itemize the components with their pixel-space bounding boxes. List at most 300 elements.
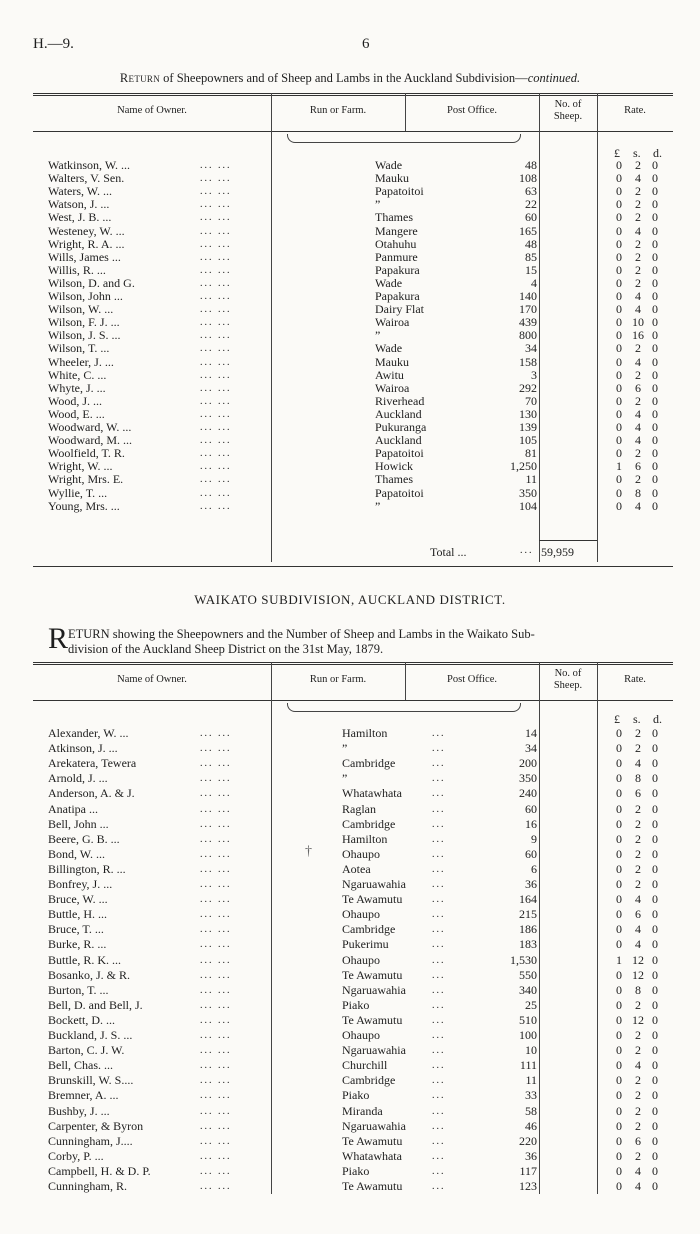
rate-shillings: 2 xyxy=(635,446,641,461)
run-or-farm: Whatawhata xyxy=(342,786,402,801)
sheep-count: 130 xyxy=(519,406,537,421)
post-office-dots: ... xyxy=(432,894,446,906)
rate-shillings: 4 xyxy=(635,922,641,937)
rate-pence: 0 xyxy=(652,236,658,251)
leader-dots: ... ... xyxy=(200,984,232,996)
sheep-count: 111 xyxy=(519,1058,537,1073)
rate-pounds: 0 xyxy=(616,907,622,922)
shilling-unit: s. xyxy=(633,712,641,726)
run-or-farm: Papakura xyxy=(375,262,420,277)
rate-pounds: 0 xyxy=(616,1028,622,1042)
run-post-brace xyxy=(287,134,521,143)
total-value: 59,959 xyxy=(541,545,574,559)
leader-dots: ... ... xyxy=(200,728,232,739)
rate-pence: 0 xyxy=(652,726,658,740)
rate-pounds: 0 xyxy=(616,1118,622,1133)
post-office-dots: ... xyxy=(432,833,446,845)
owner-name: Wright, Mrs. E. xyxy=(48,472,124,487)
rate-shillings: 8 xyxy=(635,982,641,997)
run-or-farm: Te Awamutu xyxy=(342,1133,403,1148)
leader-dots: ... ... xyxy=(200,487,232,499)
sheep-count: 85 xyxy=(525,249,537,264)
run-or-farm: Ngaruawahia xyxy=(342,1043,406,1058)
table-row xyxy=(0,303,700,316)
rate-pounds: 0 xyxy=(616,1058,622,1073)
rate-shillings: 16 xyxy=(632,328,644,343)
leader-dots: ... ... xyxy=(200,848,232,860)
rate-pence: 0 xyxy=(652,982,658,997)
table-row xyxy=(0,1165,700,1178)
sheep-count: 25 xyxy=(525,997,537,1012)
rate-pence: 0 xyxy=(652,289,658,303)
rate-pounds: 0 xyxy=(616,1163,622,1178)
rate-pence: 0 xyxy=(652,1179,658,1193)
owner-name: Wilson, J. S. ... xyxy=(48,328,121,343)
rate-shillings: 4 xyxy=(635,1179,641,1193)
pence-unit: d. xyxy=(653,146,662,160)
table-row xyxy=(0,1105,700,1118)
table-row xyxy=(0,757,700,770)
run-or-farm: Piako xyxy=(342,1163,370,1178)
run-or-farm: Te Awamutu xyxy=(342,967,403,982)
rate-pounds: 0 xyxy=(616,158,622,172)
table-row xyxy=(0,954,700,967)
owner-name: Bell, Chas. ... xyxy=(48,1058,113,1073)
rate-pence: 0 xyxy=(652,861,658,876)
sheep-count: 220 xyxy=(519,1133,537,1148)
rate-pounds: 0 xyxy=(616,846,622,861)
rate-pence: 0 xyxy=(652,937,658,952)
leader-dots: ... ... xyxy=(200,1165,232,1177)
sheep-count: 350 xyxy=(519,485,537,500)
rate-shillings: 2 xyxy=(635,158,641,172)
rate-shillings: 6 xyxy=(635,380,641,395)
post-office-dots: ... xyxy=(432,1120,446,1132)
rate-pounds: 0 xyxy=(616,771,622,786)
sheep-count: 36 xyxy=(525,1148,537,1163)
sheep-count: 183 xyxy=(519,937,537,952)
run-or-farm: Pukuranga xyxy=(375,420,427,434)
owner-name: Wilson, T. ... xyxy=(48,341,110,356)
rate-shillings: 6 xyxy=(635,1133,641,1148)
rate-shillings: 4 xyxy=(635,420,641,434)
rate-pence: 0 xyxy=(652,275,658,290)
table-row xyxy=(0,1089,700,1102)
run-or-farm: Cambridge xyxy=(342,816,396,831)
table-row xyxy=(0,1044,700,1057)
owner-name: Whyte, J. ... xyxy=(48,380,106,395)
rate-shillings: 4 xyxy=(635,302,641,317)
rate-shillings: 12 xyxy=(632,967,644,982)
rate-shillings: 12 xyxy=(632,1012,644,1027)
post-office-dots: ... xyxy=(432,1150,446,1162)
post-office-dots: ... xyxy=(432,803,446,815)
rate-shillings: 2 xyxy=(635,1148,641,1163)
sheep-count: 14 xyxy=(525,726,537,740)
sheep-count: 140 xyxy=(519,289,537,303)
sheep-count: 60 xyxy=(525,210,537,225)
run-or-farm: Hamilton xyxy=(342,831,388,846)
rate-pounds: 0 xyxy=(616,420,622,434)
sheep-count: 139 xyxy=(519,420,537,434)
rate-pence: 0 xyxy=(652,907,658,922)
rate-shillings: 2 xyxy=(635,262,641,277)
owner-name: Arekatera, Tewera xyxy=(48,756,137,771)
run-or-farm: Howick xyxy=(375,459,413,474)
post-office-dots: ... xyxy=(432,758,446,770)
rate-pounds: 0 xyxy=(616,741,622,756)
run-or-farm: Ohaupo xyxy=(342,1028,380,1042)
sheep-count: 510 xyxy=(519,1012,537,1027)
run-or-farm: Wade xyxy=(375,275,403,290)
owner-name: Bruce, W. ... xyxy=(48,892,108,907)
owner-name: Burton, T. ... xyxy=(48,982,109,997)
table-row xyxy=(0,395,700,408)
rate-pence: 0 xyxy=(652,892,658,907)
rate-shillings: 6 xyxy=(635,459,641,474)
run-or-farm: Papatoitoi xyxy=(375,446,424,461)
sheep-count: 1,250 xyxy=(510,459,537,474)
leader-dots: ... ... xyxy=(200,160,232,171)
sheep-count: 4 xyxy=(531,275,537,290)
header-no-of: No. of xyxy=(554,668,582,679)
run-or-farm: Whatawhata xyxy=(342,1148,402,1163)
run-or-farm: Dairy Flat xyxy=(375,302,424,317)
owner-name: Cunningham, R. xyxy=(48,1179,128,1193)
owner-name: Wood, E. ... xyxy=(48,406,105,421)
run-or-farm: Te Awamutu xyxy=(342,1012,403,1027)
rate-shillings: 2 xyxy=(635,236,641,251)
owner-name: Wilson, John ... xyxy=(48,289,123,303)
leader-dots: ... ... xyxy=(200,999,232,1011)
sheep-count: 70 xyxy=(525,393,537,408)
table-row xyxy=(0,316,700,329)
run-or-farm: ” xyxy=(342,771,348,786)
rate-shillings: 4 xyxy=(635,937,641,952)
sheep-count: 158 xyxy=(519,354,537,369)
header-sheep: Sheep. xyxy=(553,111,583,122)
leader-dots: ... ... xyxy=(200,408,232,420)
rate-pounds: 0 xyxy=(616,861,622,876)
rate-shillings: 2 xyxy=(635,249,641,264)
rate-shillings: 4 xyxy=(635,1163,641,1178)
table-row xyxy=(0,999,700,1012)
rate-shillings: 2 xyxy=(635,210,641,225)
rate-pounds: 0 xyxy=(616,236,622,251)
leader-dots: ... ... xyxy=(200,773,232,785)
run-or-farm: Papakura xyxy=(375,289,420,303)
sheep-count: 186 xyxy=(519,922,537,937)
run-or-farm: Ohaupo xyxy=(342,952,380,967)
run-or-farm: Riverhead xyxy=(375,393,425,408)
rate-pounds: 0 xyxy=(616,1043,622,1058)
owner-name: Arnold, J. ... xyxy=(48,771,108,786)
table-row xyxy=(0,818,700,831)
rate-pence: 0 xyxy=(652,302,658,317)
caption-main: of Sheepowners and of Sheep and Lambs in the Auckland Subdivision— xyxy=(163,71,528,85)
run-or-farm: Auckland xyxy=(375,433,422,448)
run-or-farm: Wairoa xyxy=(375,380,410,395)
owner-name: Woodward, W. ... xyxy=(48,420,132,434)
sheep-count: 63 xyxy=(525,184,537,199)
total-label: Total ... xyxy=(430,545,467,559)
sheep-count: 10 xyxy=(525,1043,537,1058)
rate-pence: 0 xyxy=(652,741,658,756)
leader-dots: ... ... xyxy=(200,369,232,381)
owner-name: Buckland, J. S. ... xyxy=(48,1028,133,1042)
header-top-rule xyxy=(33,93,673,94)
table-row xyxy=(0,908,700,921)
post-office-dots: ... xyxy=(432,863,446,875)
owner-name: West, J. B. ... xyxy=(48,210,112,225)
rate-pence: 0 xyxy=(652,367,658,382)
run-or-farm: Te Awamutu xyxy=(342,892,403,907)
leader-dots: ... ... xyxy=(200,173,232,185)
rate-shillings: 2 xyxy=(635,472,641,487)
rate-pounds: 0 xyxy=(616,275,622,290)
rate-pence: 0 xyxy=(652,831,658,846)
rate-shillings: 4 xyxy=(635,354,641,369)
header-sheep: Sheep. xyxy=(553,680,583,691)
rate-pence: 0 xyxy=(652,223,658,238)
rate-shillings: 4 xyxy=(635,406,641,421)
rate-pounds: 0 xyxy=(616,982,622,997)
owner-name: Anderson, A. & J. xyxy=(48,786,135,801)
owner-name: Young, Mrs. ... xyxy=(48,498,120,513)
run-or-farm: Cambridge xyxy=(342,1073,396,1088)
run-or-farm: Auckland xyxy=(375,406,422,421)
run-or-farm: Ngaruawahia xyxy=(342,1118,406,1133)
rate-pounds: 0 xyxy=(616,367,622,382)
owner-name: Wright, R. A. ... xyxy=(48,236,125,251)
leader-dots: ... ... xyxy=(200,909,232,921)
table-row xyxy=(0,342,700,355)
rate-shillings: 4 xyxy=(635,1058,641,1073)
rate-pence: 0 xyxy=(652,498,658,513)
rate-pounds: 0 xyxy=(616,406,622,421)
rate-shillings: 2 xyxy=(635,1043,641,1058)
table-row xyxy=(0,787,700,800)
owner-name: Beere, G. B. ... xyxy=(48,831,120,846)
table-row xyxy=(0,969,700,982)
rate-pence: 0 xyxy=(652,846,658,861)
sheep-count: 16 xyxy=(525,816,537,831)
sheep-count: 439 xyxy=(519,315,537,330)
table-row xyxy=(0,1180,700,1193)
post-office-dots: ... xyxy=(432,1090,446,1102)
rate-pence: 0 xyxy=(652,446,658,461)
intro-dropcap: R xyxy=(48,622,69,655)
sheep-count: 292 xyxy=(519,380,537,395)
owner-name: Wyllie, T. ... xyxy=(48,485,108,500)
header-name-of-owner: Name of Owner. xyxy=(117,674,187,685)
owner-name: Bosanko, J. & R. xyxy=(48,967,131,982)
owner-name: Barton, C. J. W. xyxy=(48,1043,125,1058)
leader-dots: ... ... xyxy=(200,356,232,368)
rate-pounds: 0 xyxy=(616,1088,622,1103)
rate-pence: 0 xyxy=(652,184,658,199)
run-or-farm: ” xyxy=(375,498,381,513)
leader-dots: ... ... xyxy=(200,1090,232,1102)
rate-shillings: 2 xyxy=(635,801,641,816)
run-or-farm: Otahuhu xyxy=(375,236,417,251)
leader-dots: ... ... xyxy=(200,330,232,342)
rate-shillings: 2 xyxy=(635,726,641,740)
leader-dots: ... ... xyxy=(200,395,232,407)
table-row xyxy=(0,833,700,846)
table-row xyxy=(0,159,700,172)
table-row xyxy=(0,421,700,434)
rate-shillings: 2 xyxy=(635,341,641,356)
sheep-count: 11 xyxy=(525,1073,537,1088)
table-row xyxy=(0,772,700,785)
run-or-farm: Hamilton xyxy=(342,726,388,740)
owner-name: Wilson, W. ... xyxy=(48,302,114,317)
post-office-dots: ... xyxy=(432,788,446,800)
sheep-count: 123 xyxy=(519,1179,537,1193)
sheep-count: 60 xyxy=(525,801,537,816)
run-or-farm: Mangere xyxy=(375,223,418,238)
rate-pence: 0 xyxy=(652,922,658,937)
leader-dots: ... ... xyxy=(200,1045,232,1057)
owner-name: Woodward, M. ... xyxy=(48,433,133,448)
post-office-dots: ... xyxy=(432,1135,446,1147)
rate-pounds: 0 xyxy=(616,302,622,317)
rate-pounds: 0 xyxy=(616,1179,622,1193)
leader-dots: ... ... xyxy=(200,1120,232,1132)
run-or-farm: Cambridge xyxy=(342,922,396,937)
owner-name: Corby, P. ... xyxy=(48,1148,104,1163)
post-office-dots: ... xyxy=(432,743,446,755)
post-office-dots: ... xyxy=(432,1075,446,1087)
rate-pence: 0 xyxy=(652,262,658,277)
run-or-farm: Ngaruawahia xyxy=(342,982,406,997)
leader-dots: ... ... xyxy=(200,954,232,966)
header-name-of-owner: Name of Owner. xyxy=(117,105,187,116)
rate-pence: 0 xyxy=(652,420,658,434)
rate-pounds: 0 xyxy=(616,922,622,937)
rate-shillings: 2 xyxy=(635,1118,641,1133)
rate-shillings: 12 xyxy=(632,952,644,967)
rate-pence: 0 xyxy=(652,877,658,891)
rate-pounds: 0 xyxy=(616,726,622,740)
rate-pounds: 0 xyxy=(616,223,622,238)
post-office-dots: ... xyxy=(432,1181,446,1192)
total-dots: ... xyxy=(520,545,534,556)
sheep-count: 11 xyxy=(525,472,537,487)
rate-pence: 0 xyxy=(652,1028,658,1042)
rate-shillings: 8 xyxy=(635,485,641,500)
pence-unit: d. xyxy=(653,712,662,726)
post-office-dots: ... xyxy=(432,1030,446,1041)
run-or-farm: Churchill xyxy=(342,1058,388,1073)
post-office-dots: ... xyxy=(432,924,446,936)
owner-name: Woolfield, T. R. xyxy=(48,446,125,461)
leader-dots: ... ... xyxy=(200,803,232,815)
leader-dots: ... ... xyxy=(200,186,232,198)
rate-pence: 0 xyxy=(652,393,658,408)
rate-pounds: 0 xyxy=(616,328,622,343)
rate-pounds: 0 xyxy=(616,433,622,448)
sheep-count: 105 xyxy=(519,433,537,448)
header-run-or-farm: Run or Farm. xyxy=(309,105,367,116)
rate-shillings: 4 xyxy=(635,289,641,303)
table-row xyxy=(0,329,700,342)
leader-dots: ... ... xyxy=(200,758,232,770)
rate-pounds: 0 xyxy=(616,1012,622,1027)
table-row xyxy=(0,742,700,755)
leader-dots: ... ... xyxy=(200,304,232,316)
leader-dots: ... ... xyxy=(200,277,232,289)
table-row xyxy=(0,727,700,740)
owner-name: Wheeler, J. ... xyxy=(48,354,114,369)
run-or-farm: Aotea xyxy=(342,861,371,876)
rate-shillings: 2 xyxy=(635,184,641,199)
rate-shillings: 8 xyxy=(635,771,641,786)
rate-pence: 0 xyxy=(652,952,658,967)
leader-dots: ... ... xyxy=(200,500,232,512)
owner-name: Campbell, H. & D. P. xyxy=(48,1163,151,1178)
sheep-count: 3 xyxy=(531,367,537,382)
run-or-farm: ” xyxy=(375,197,381,212)
rate-pence: 0 xyxy=(652,341,658,356)
rate-shillings: 2 xyxy=(635,997,641,1012)
rate-pence: 0 xyxy=(652,1133,658,1148)
rate-pounds: 0 xyxy=(616,354,622,369)
sheep-count: 104 xyxy=(519,498,537,513)
owner-name: Bushby, J. ... xyxy=(48,1103,110,1118)
rate-pounds: 1 xyxy=(616,459,622,474)
sheep-count: 240 xyxy=(519,786,537,801)
intro-line-2: division of the Auckland Sheep District on the 31st May, 1879. xyxy=(68,642,384,656)
run-or-farm: ” xyxy=(375,328,381,343)
rate-pence: 0 xyxy=(652,249,658,264)
header-bottom-rule xyxy=(33,131,673,132)
leader-dots: ... ... xyxy=(200,238,232,250)
stray-mark: † xyxy=(305,844,312,859)
rate-shillings: 2 xyxy=(635,846,641,861)
post-office-dots: ... xyxy=(432,848,446,860)
rate-shillings: 2 xyxy=(635,741,641,756)
sheep-count: 100 xyxy=(519,1028,537,1042)
owner-name: Buttle, H. ... xyxy=(48,907,107,922)
leader-dots: ... ... xyxy=(200,1135,232,1147)
leader-dots: ... ... xyxy=(200,1030,232,1041)
rate-shillings: 6 xyxy=(635,907,641,922)
rate-pounds: 0 xyxy=(616,472,622,487)
rate-pence: 0 xyxy=(652,771,658,786)
sheep-count: 350 xyxy=(519,771,537,786)
leader-dots: ... ... xyxy=(200,264,232,276)
sheep-count: 117 xyxy=(519,1163,537,1178)
owner-name: Wood, J. ... xyxy=(48,393,103,408)
leader-dots: ... ... xyxy=(200,317,232,329)
sheep-count: 36 xyxy=(525,877,537,891)
post-office-dots: ... xyxy=(432,818,446,830)
rate-pounds: 0 xyxy=(616,967,622,982)
table-row xyxy=(0,434,700,447)
leader-dots: ... ... xyxy=(200,863,232,875)
post-office-dots: ... xyxy=(432,879,446,890)
leader-dots: ... ... xyxy=(200,1105,232,1117)
rate-shillings: 4 xyxy=(635,498,641,513)
header-run-or-farm: Run or Farm. xyxy=(309,674,367,685)
sheep-count: 164 xyxy=(519,892,537,907)
rate-pence: 0 xyxy=(652,328,658,343)
rate-shillings: 4 xyxy=(635,171,641,186)
sheep-count: 340 xyxy=(519,982,537,997)
rate-shillings: 4 xyxy=(635,223,641,238)
